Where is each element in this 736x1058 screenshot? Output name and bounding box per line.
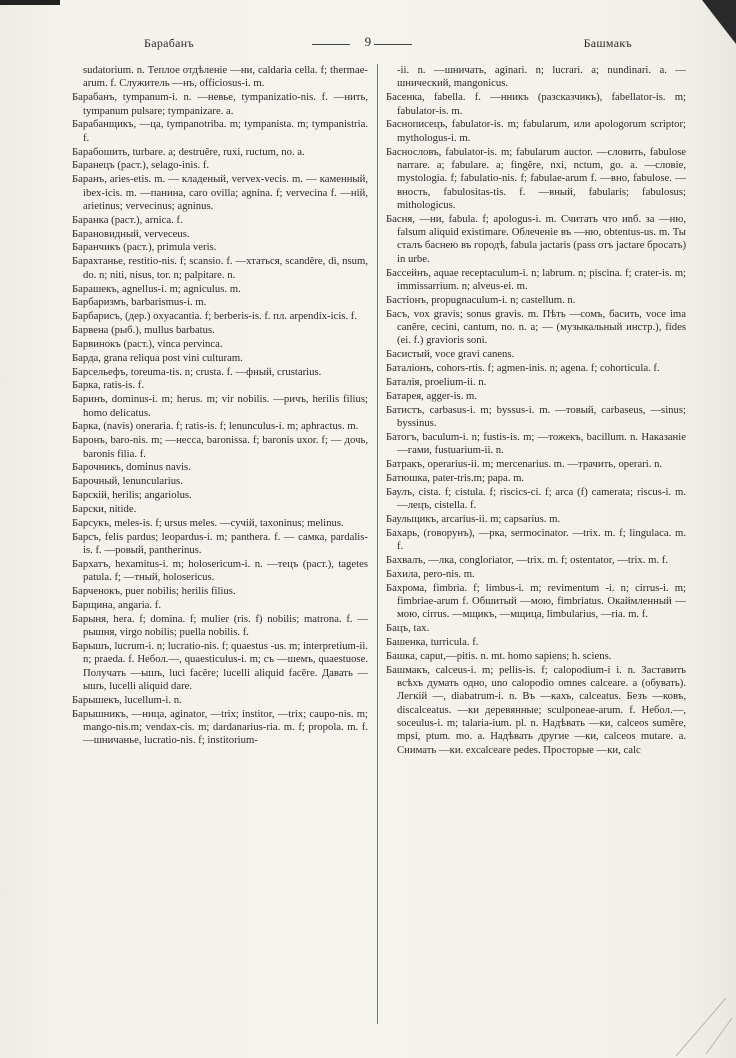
header-rule-right <box>374 44 412 45</box>
dictionary-entry: Басня, —ни, fabula. f; apologus-i. m. Считать что иnб. за —ню, falsum aliquid existimare. Облеченіе въ —ню, obtentus-us. m. Ты сталъ баснею въ городѣ, fabula jactaris (pass отъ jactare бросать) in urbe. <box>386 212 686 265</box>
dictionary-entry: Башенка, turricula. f. <box>386 635 479 648</box>
dictionary-entry: Басистый, voce gravi canens. <box>386 348 515 361</box>
dictionary-entry: Барсельефъ, toreuma-tis. n; crusta. f. —фный, crustarius. <box>72 365 322 378</box>
dictionary-entry: Басъ, vox gravis; sonus gravis. m. Пѣть —сомъ, басить, voce ima canĕre, cecini, cantum, no. n. a; — (музыкальный инстр.), fides (ei. f.) gravioris soni. <box>386 307 686 347</box>
dictionary-entry: Барышекъ, lucellum-i. n. <box>72 693 182 706</box>
dictionary-entry: Барабанъ, tympanum-i. n. —невье, tympanizatio-nis. f. —нить, tympanum pulsare; tympanizare. a. <box>72 91 368 117</box>
dictionary-entry: Барабошить, turbare. a; destruĕre, ruxi, ructum, no. a. <box>72 145 305 158</box>
dictionary-entry: Баранка (раст.), arnica. f. <box>72 213 183 226</box>
dictionary-entry: Барка, (navis) oneraria. f; ratis-is. f; lenunculus-i. m; aphractus. m. <box>72 420 359 433</box>
dictionary-entry: Батистъ, carbasus-i. m; byssus-i. m. —товый, carbaseus, —sinus; byssinus. <box>386 403 686 429</box>
dictionary-entry: Бахила, pero-nis. m. <box>386 567 475 580</box>
dictionary-entry: Баснописецъ, fabulator-is. m; fabularum, или apologorum scriptor; mythologus-i. m. <box>386 118 686 144</box>
dictionary-entry: Барскій, herilis; angariolus. <box>72 489 192 502</box>
dictionary-entry: Барвинокъ (раст.), vinca pervinca. <box>72 337 223 350</box>
dictionary-entry: Башмакъ, calceus-i. m; pellis-is. f; calopodium-i i. n. Заставить всѣхъ думать одно, uno calopodio omnes calceare. а (обувать). Легкій —, diabatrum-i. n. Въ —кахъ, calceatus. Безъ —ковъ, discalceatus. —ки деревянные; sculponeae-arum. f. Небол.—, soceulus-i. m; talaria-ium. pl. n. Надѣвать —ки, calceos sumĕre, mpsi, ptum. mo. a. Надѣвать другие —ки, calceos mutare. a. Снимать —ки. excalceare pedes. Простоpые —ки, calc <box>386 663 686 756</box>
dictionary-entry: Баулъ, cista. f; cistula. f; riscics-ci. f; arca (f) camerata; riscus-i. m. —лецъ, cistella. f. <box>386 485 686 511</box>
dictionary-entry: Барченокъ, puer nobilis; herilis filius. <box>72 585 236 598</box>
dictionary-entry: Барвена (рыб.), mullus barbatus. <box>72 324 215 337</box>
dictionary-entry: Барабанщикъ, —ца, tympanotriba. m; tympanista. m; tympanistria. f. <box>72 118 368 144</box>
dictionary-entry: Баульщикъ, arcarius-ii. m; capsarius. m. <box>386 512 561 525</box>
right-column <box>386 64 686 1032</box>
column-divider <box>377 64 378 1024</box>
dictionary-entry: Барышникъ, —ница, aginator, —trix; institor, —trix; caupo-nis. m; mango-nis.m; vendax-cis. m; dardanarius-ria. m. f; propola. m. f. —шничанье, lucratio-nis. f; institorium- <box>72 707 368 747</box>
dictionary-entry: Бацъ, tax. <box>386 622 430 635</box>
dictionary-entry: Башка, caput,—pitis. n. mt. homo sapiens; h. sciens. <box>386 649 612 662</box>
dictionary-entry: Бассейнъ, aquae receptaculum-i. n; labrum. n; piscina. f; crater-is. m; immissarrium. n; alveus-ei. m. <box>386 266 686 292</box>
dictionary-entry: Барка, ratis-is. f. <box>72 379 145 392</box>
dictionary-entry: Барыня, hera. f; domina. f; mulier (ris. f) nobilis; matrona. f. —рышня, virgo nobilis; puella nobilis. f. <box>72 612 368 639</box>
dictionary-entry: Баранецъ (раст.), selago-inis. f. <box>72 159 210 172</box>
dictionary-entry: Барщина, angaria. f. <box>72 598 162 611</box>
dictionary-entry: Бахрома, fimbria. f; limbus-i. m; revimentum -i. n; cirrus-i. m; fimbriae-arum f. Обшитый —мою, fimbriatus. Окаймленный —мою, cirrus. —мщикъ, —мщица, limbularius, —ria. m. f. <box>386 581 686 621</box>
left-column <box>72 64 368 1032</box>
dictionary-entry: Бахарь, (говорунъ), —рка, sermocinator. —trix. m. f; lingulaca. m. f. <box>386 526 686 553</box>
dictionary-entry: Барашекъ, agnellus-i. m; agniculus. m. <box>72 282 241 295</box>
dictionary-entry: Бархатъ, hexamitus-i. m; holosericum-i. n. —тецъ (раст.), tagetes patula. f; —тный, holosericus. <box>72 557 368 584</box>
dictionary-entry: Басенка, fabella. f. —нникъ (разсказчикъ), fabellator-is. m; fabulator-is. m. <box>386 91 686 117</box>
dictionary-entry: Барда, grana reliqua post vini culturam. <box>72 351 243 364</box>
running-header <box>40 34 696 54</box>
dictionary-entry: Батарея, agger-is. m. <box>386 389 478 402</box>
page-number: 9 <box>364 34 372 49</box>
header-rule-left <box>312 44 350 45</box>
dictionary-entry: Барски, nitide. <box>72 503 137 515</box>
dictionary-entry: Баталія, proelium-ii. n. <box>386 375 487 388</box>
dictionary-entry: Барсукъ, meles-is. f; ursus meles. —сучій, taxoninus; melinus. <box>72 516 344 529</box>
dictionary-entry: Барсъ, felis pardus; leopardus-i. m; panthera. f. — самка, pardalis-is. f. —ровый, pantherinus. <box>72 530 368 557</box>
dictionary-entry: Баранъ, aries-etis. m. — кладеный, vervex-vecis. m. — каменный, ibex-icis. m. —панина, caro ovilla; agnina. f; vervecina f. —ній, arietinus; vervecinus; agninus. <box>72 173 368 212</box>
dictionary-entry: Баранчикъ (раст.), primula veris. <box>72 241 217 254</box>
dictionary-entry: Баснословъ, fabulator-is. m; fabularum auctor. —словить, fabulose narrare. a; fabulare. a; fingĕre, nxi, nctum, go. a. —словіе, mystologia. f; fabulatio-nis. f; fabulae-arum f. —вно, fabulose. —вность, fabulositas-tis. f. —вный, fabularis; fabulosus; mithologicus. <box>386 145 686 211</box>
dictionary-entry: Барышъ, lucrum-i. n; lucratio-nis. f; quaestus -us. m; interpretium-ii. n; praeda. f. Небол.—, quaesticulus-i. m; съ —шемъ, quaestuose. Получать —ышъ, luci facĕre; lucelli aliquid facĕre. Давать —ышъ, lucelli aliquid dare. <box>72 639 368 692</box>
dictionary-entry: Барочникъ, dominus navis. <box>72 461 191 474</box>
dictionary-entry: sudatorium. n. Теплое отдѣленіе —ни, caldaria cella. f; thermae-arum. f. Служитель —нъ, officiosus-i. m. <box>83 64 368 90</box>
scan-edge-mark <box>0 0 60 5</box>
right-headword: Башмакъ <box>583 36 632 50</box>
dictionary-entry: Батракъ, operarius-ii. m; mercenarius. m. —трачить, operari. n. <box>386 457 663 470</box>
dictionary-entry: Баринъ, dominus-i. m; herus. m; vir nobilis. —ричъ, herilis filius; homo delicatus. <box>72 393 368 419</box>
dictionary-entry: Бахвалъ, —лка, congloriator, —trix. m. f; ostentator, —trix. m. f. <box>386 553 669 566</box>
dictionary-entry: Батогъ, baculum-i. n; fustis-is. m; —тожекъ, bacillum. n. Наказаніе —гами, fustuarium-ii. n. <box>386 430 686 457</box>
dictionary-entry: Баталіонъ, cohors-rtis. f; agmen-inis. n; agena. f; cohorticula. f. <box>386 362 660 375</box>
dictionary-entry: Барбарисъ, (дер.) oxyacantia. f; berberis-is. f. пл. arpendix-icis. f. <box>72 310 358 323</box>
dictionary-entry: Батюшка, pater-tris.m; papa. m. <box>386 471 525 484</box>
scan-corner-shadow <box>702 0 736 44</box>
dictionary-entry: Бастіонъ, propugnaculum-i. n; castellum. n. <box>386 293 576 306</box>
dictionary-entry: -ii. n. —шничать, aginari. n; lucrari. a; nundinari. a. —шнический, mangonicus. <box>397 64 686 90</box>
dictionary-entry: Баронъ, baro-nis. m; —несса, baronissa. f; baronis uxor. f; — дочь, baronis filia. f. <box>72 434 368 460</box>
dictionary-entry: Барочный, lenuncularius. <box>72 475 183 488</box>
page-crease-mark <box>646 988 736 1058</box>
dictionary-entry: Барбаризмъ, barbarismus-i. m. <box>72 296 207 309</box>
dictionary-entry: Барахтанье, restitio-nis. f; scansio. f. —хтаться, scandĕre, di, nsum, do. n; niti, nisus, tor. n; palpitare. n. <box>72 255 368 281</box>
dictionary-entry: Барановидный, verveceus. <box>72 227 190 240</box>
left-headword: Барабанъ <box>144 36 195 50</box>
